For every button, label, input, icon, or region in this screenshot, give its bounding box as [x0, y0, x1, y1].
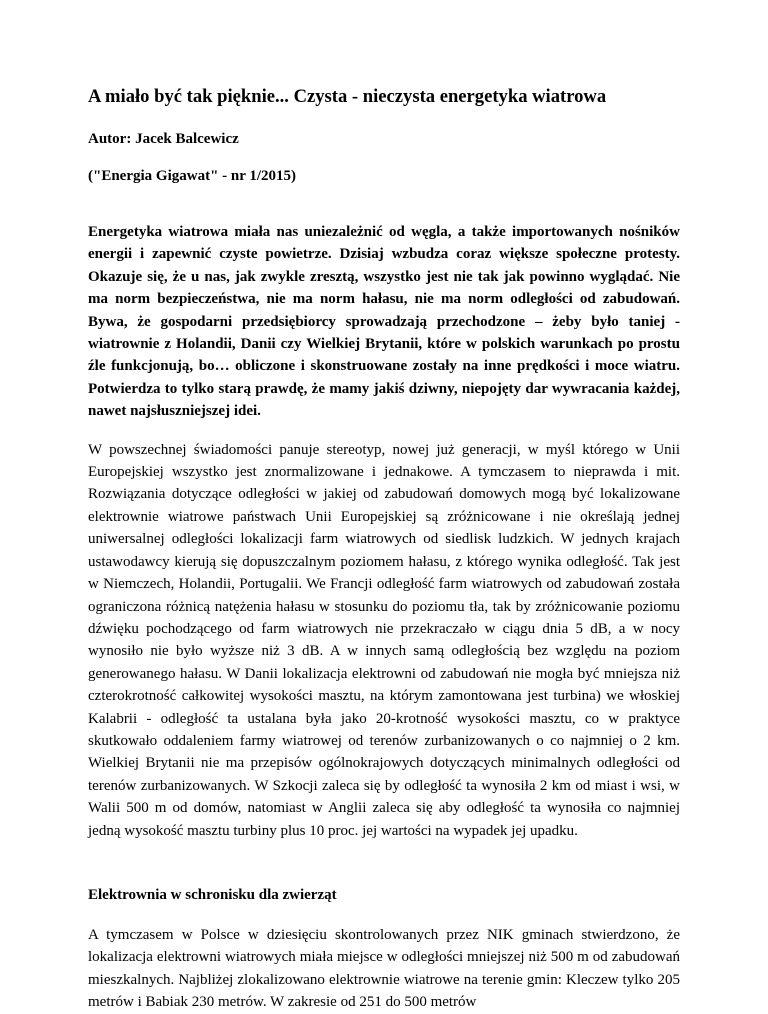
- article-title: A miało być tak pięknie... Czysta - nieczysta energetyka wiatrowa: [88, 86, 607, 107]
- article-lead: Energetyka wiatrowa miała nas uniezależnić od węgla, a także importowanych nośników energii i zapewnić czyste powietrze. Dzisiaj wzbudza coraz większe społeczne protesty. Okazuje się, że u nas, jak zwykle zresztą, wszystko jest nie tak jak powinno wyglądać. Nie ma norm bezpieczeństwa, nie ma norm hałasu, nie ma norm odległości od zabudowań. Bywa, że gospodarni przedsiębiorcy sprowadzają przechodzone – żeby było taniej - wiatrownie z Holandii, Danii czy Wielkiej Brytanii, które w polskich warunkach po prostu źle funkcjonują, bo… obliczone i skonstruowane zostały na inne prędkości i moce wiatru. Potwierdza to tylko starą prawdę, że mamy jakiś dziwny, niepojęty dar wywracania każdej, nawet najsłuszniejszej idei.: [88, 224, 680, 420]
- article-author: Autor: Jacek Balcewicz: [88, 131, 239, 147]
- section-heading: Elektrownia w schronisku dla zwierząt: [88, 886, 337, 903]
- article-paragraph-1: W powszechnej świadomości panuje stereotyp, nowej już generacji, w myśl którego w Unii Europejskiej wszystko jest znormalizowane i jednakowe. A tymczasem to nieprawda i mit. Rozwiązania dotyczące odległości w jakiej od zabudowań domowych mogą być lokalizowane elektrownie wiatrowe państwach Unii Europejskiej są zróżnicowane i nie określają jednej uniwersalnej odległości lokalizacji farm wiatrowych od siedlisk ludzkich. W jednych krajach ustawodawcy kierują się dopuszczalnym poziomem hałasu, z którego wynika odległość. Tak jest w Niemczech, Holandii, Portugalii. We Francji odległość farm wiatrowych od zabudowań została ograniczona różnicą natężenia hałasu w stosunku do poziomu tła, tak by zróżnicowanie poziomu dźwięku pochodzącego od farm wiatrowych nie przekraczało w ciągu dnia 5 dB, a w nocy wynosiło nie było wyższe niż 3 dB. A w innych samą odległością bez względu na poziom generowanego hałasu. W Danii lokalizacja elektrowni od zabudowań nie mogła być mniejsza niż czterokrotność całkowitej wysokości masztu, na którym zamontowana jest turbina) we włoskiej Kalabrii - odległość ta ustalana była jako 20-krotność wysokości masztu, co w praktyce skutkowało oddaleniem farmy wiatrowej od terenów zurbanizowanych o co najmniej o 2 km. Wielkiej Brytanii nie ma przepisów ogólnokrajowych dotyczących minimalnych odległości od terenów zurbanizowanych. W Szkocji zaleca się by odległość ta wynosiła 2 km od miast i wsi, w Walii 500 m od domów, natomiast w Anglii zaleca się aby odległość ta wynosiła co najmniej jedną wysokość masztu turbiny plus 10 proc. jej wartości na wypadek jej upadku.: [88, 441, 680, 839]
- article-source: ("Energia Gigawat" - nr 1/2015): [88, 168, 297, 184]
- article-paragraph-2: A tymczasem w Polsce w dziesięciu skontrolowanych przez NIK gminach stwierdzono, że lokalizacja elektrowni wiatrowych miała miejsce w odległości mniejszej niż 500 m od zabudowań mieszkalnych. Najbliżej zlokalizowano elektrownie wiatrowe na terenie gmin: Kleczew tylko 205 metrów i Babiak 230 metrów. W zakresie od 251 do 500 metrów: [88, 926, 680, 1011]
